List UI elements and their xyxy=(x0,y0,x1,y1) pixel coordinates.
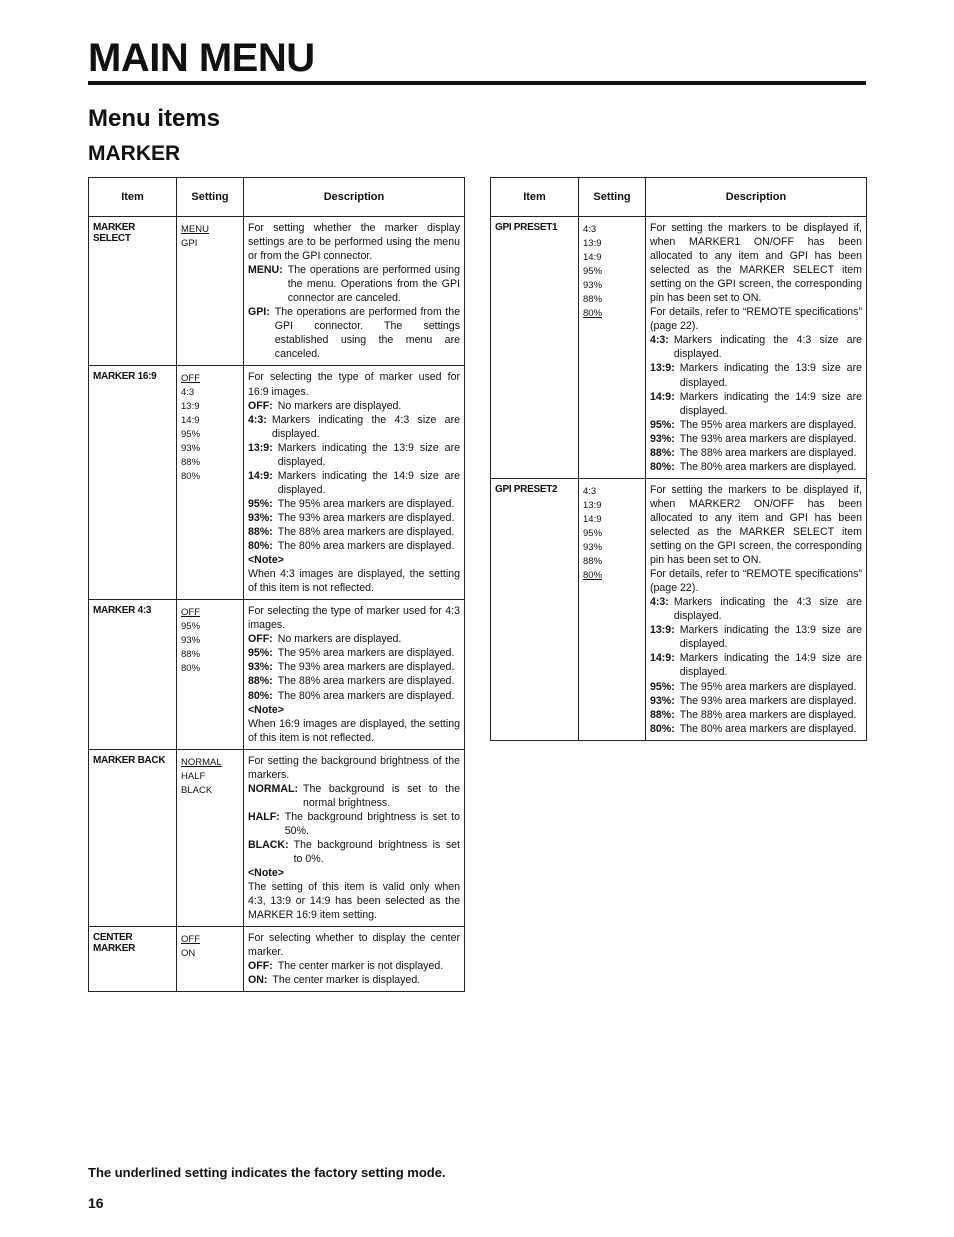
table-row xyxy=(491,217,867,479)
right-table-body xyxy=(491,217,867,741)
default-setting-option: NORMAL xyxy=(181,756,222,768)
definition-text: The 93% area markers are displayed. xyxy=(679,694,857,707)
definition-text: The center marker is displayed. xyxy=(272,974,421,987)
definition-entry xyxy=(650,708,862,722)
definition-entry xyxy=(248,973,460,987)
definition-text: The 80% area markers are displayed. xyxy=(277,540,455,553)
description-paragraph: For setting the markers to be displayed if, when MARKER1 ON/OFF has been allocated to any item and GPI has been selected as the MARKER SELECT item setting on the GPI screen, the corresponding pin has been set to ON. xyxy=(650,222,862,305)
definition-text: The 95% area markers are displayed. xyxy=(679,418,857,431)
item-name: MARKER 16:9 xyxy=(89,366,177,600)
definition-text: The 93% area markers are displayed. xyxy=(277,661,455,674)
default-setting-option: 80% xyxy=(583,569,603,581)
definition-text: The 93% area markers are displayed. xyxy=(277,511,455,524)
definition-entry xyxy=(650,390,862,418)
table-header-row xyxy=(89,178,465,217)
definition-term: 80%: xyxy=(650,722,675,735)
setting-options xyxy=(177,600,244,749)
setting-options xyxy=(579,217,646,479)
definition-text: The 88% area markers are displayed. xyxy=(679,446,857,459)
title-rule xyxy=(88,81,866,85)
left-menu-table xyxy=(88,177,465,992)
definition-entry xyxy=(248,810,460,838)
definition-term: 88%: xyxy=(650,708,675,721)
setting-option: 4:3 xyxy=(181,387,195,399)
default-setting-option: OFF xyxy=(181,373,200,385)
table-row xyxy=(89,600,465,749)
table-row xyxy=(89,217,465,366)
definition-text: The 95% area markers are displayed. xyxy=(679,680,857,693)
description-paragraph: For setting whether the marker display settings are to be performed using the menu or from the GPI connector. xyxy=(248,222,460,263)
definition-entry xyxy=(248,399,460,413)
setting-options xyxy=(579,478,646,740)
setting-option: GPI xyxy=(181,238,198,249)
setting-option: 80% xyxy=(181,471,201,483)
definition-text: Markers indicating the 14:9 size are displayed. xyxy=(277,469,460,496)
item-name: GPI PRESET2 xyxy=(491,478,579,740)
definition-term: 4:3: xyxy=(248,413,267,426)
page-number: 16 xyxy=(88,1195,104,1211)
definition-text: The operations are performed using the menu. Operations from the GPI connector are canceled. xyxy=(287,264,460,305)
setting-option: 95% xyxy=(583,266,603,277)
page-subtitle: Menu items xyxy=(88,105,221,132)
definition-term: ON: xyxy=(248,974,268,987)
definition-entry xyxy=(650,361,862,389)
definition-text: Markers indicating the 13:9 size are displayed. xyxy=(277,441,460,468)
table-header-row xyxy=(491,178,867,217)
definition-term: 80%: xyxy=(248,689,273,702)
setting-option: 93% xyxy=(583,541,603,553)
definition-entry xyxy=(248,305,460,361)
description-paragraph: For details, refer to “REMOTE specifications” (page 22). xyxy=(650,306,862,333)
setting-option: 93% xyxy=(583,280,603,291)
definition-text: Markers indicating the 13:9 size are displayed. xyxy=(679,362,862,389)
definition-term: 13:9: xyxy=(248,441,273,454)
definition-entry xyxy=(248,660,460,674)
definition-term: OFF: xyxy=(248,633,273,646)
definition-entry xyxy=(248,413,460,441)
section-heading: MARKER xyxy=(88,142,181,165)
definition-text: The center marker is not displayed. xyxy=(277,960,444,973)
definition-term: 88%: xyxy=(248,675,273,688)
definition-term: GPI: xyxy=(248,306,270,319)
definition-term: HALF: xyxy=(248,810,280,823)
header-setting: Setting xyxy=(177,178,244,217)
definition-text: Markers indicating the 14:9 size are displayed. xyxy=(679,652,862,679)
setting-option: 4:3 xyxy=(583,485,597,497)
definition-text: Markers indicating the 4:3 size are displayed. xyxy=(673,334,862,361)
description-cell xyxy=(244,749,465,927)
definition-term: 80%: xyxy=(248,540,273,553)
definition-text: Markers indicating the 4:3 size are displayed. xyxy=(271,413,460,440)
definition-term: 13:9: xyxy=(650,624,675,637)
description-cell xyxy=(646,217,867,479)
definition-entry xyxy=(248,646,460,660)
definition-term: 95%: xyxy=(248,497,273,510)
definition-text: The 80% area markers are displayed. xyxy=(679,460,857,473)
setting-options xyxy=(177,217,244,366)
setting-option: 14:9 xyxy=(583,252,602,263)
setting-options xyxy=(177,927,244,992)
definition-text: No markers are displayed. xyxy=(277,633,402,646)
note-heading: <Note> xyxy=(248,554,284,567)
definition-text: The 80% area markers are displayed. xyxy=(679,722,857,735)
description-paragraph: For selecting the type of marker used for 4:3 images. xyxy=(248,605,460,632)
header-description: Description xyxy=(646,178,867,217)
definition-entry xyxy=(248,497,460,511)
definition-entry xyxy=(248,632,460,646)
setting-option: 80% xyxy=(181,663,201,675)
definition-entry xyxy=(248,838,460,866)
definition-entry xyxy=(248,674,460,688)
description-cell xyxy=(244,217,465,366)
header-item: Item xyxy=(491,178,579,217)
item-name: GPI PRESET1 xyxy=(491,217,579,479)
definition-term: 93%: xyxy=(650,694,675,707)
definition-text: The 80% area markers are displayed. xyxy=(277,689,455,702)
setting-option: BLACK xyxy=(181,784,213,796)
item-name: MARKER SELECT xyxy=(89,217,177,366)
definition-text: The background brightness is set to 0%. xyxy=(293,838,460,866)
definition-term: 80%: xyxy=(650,460,675,473)
setting-option: 13:9 xyxy=(583,238,602,249)
definition-term: 93%: xyxy=(650,432,675,445)
setting-options xyxy=(177,749,244,927)
setting-option: 95% xyxy=(181,429,201,441)
definition-text: The 93% area markers are displayed. xyxy=(679,432,857,445)
definition-text: The 95% area markers are displayed. xyxy=(277,497,455,510)
note-heading: <Note> xyxy=(248,703,284,716)
setting-option: 14:9 xyxy=(583,513,602,525)
table-row xyxy=(89,366,465,600)
definition-entry xyxy=(248,469,460,497)
definition-text: The 88% area markers are displayed. xyxy=(277,675,455,688)
definition-term: BLACK: xyxy=(248,838,289,851)
definition-term: 95%: xyxy=(650,680,675,693)
description-paragraph: For setting the background brightness of the markers. xyxy=(248,754,460,781)
definition-term: 95%: xyxy=(650,418,675,431)
description-cell xyxy=(244,600,465,749)
setting-option: 95% xyxy=(583,527,603,539)
description-paragraph: The setting of this item is valid only when 4:3, 13:9 or 14:9 has been selected as the MARKER 16:9 item setting. xyxy=(248,881,460,922)
definition-text: Markers indicating the 13:9 size are displayed. xyxy=(679,624,862,651)
definition-entry xyxy=(248,689,460,703)
definition-text: Markers indicating the 14:9 size are displayed. xyxy=(679,390,862,417)
definition-entry xyxy=(650,432,862,446)
definition-entry xyxy=(248,441,460,469)
definition-text: The 95% area markers are displayed. xyxy=(277,647,455,660)
setting-option: 13:9 xyxy=(583,499,602,511)
table-row xyxy=(89,749,465,927)
definition-term: OFF: xyxy=(248,399,273,412)
definition-entry xyxy=(650,722,862,736)
description-paragraph: For details, refer to “REMOTE specifications” (page 22). xyxy=(650,568,862,595)
table-row xyxy=(491,478,867,740)
default-setting-option: MENU xyxy=(181,224,209,235)
table-row xyxy=(89,927,465,992)
setting-option: 93% xyxy=(181,635,201,647)
description-cell xyxy=(244,366,465,600)
definition-text: The background brightness is set to 50%. xyxy=(284,810,460,837)
definition-term: 4:3: xyxy=(650,596,669,609)
setting-option: 88% xyxy=(181,649,201,661)
definition-entry xyxy=(650,680,862,694)
setting-option: 88% xyxy=(583,555,603,567)
setting-option: 88% xyxy=(583,294,603,305)
definition-entry xyxy=(650,333,862,361)
definition-text: The 88% area markers are displayed. xyxy=(277,525,455,538)
setting-option: 13:9 xyxy=(181,401,200,413)
setting-option: 14:9 xyxy=(181,415,200,427)
description-paragraph: When 4:3 images are displayed, the setting of this item is not reflected. xyxy=(248,568,460,595)
definition-entry xyxy=(650,595,862,623)
setting-option: HALF xyxy=(181,770,206,782)
factory-setting-note: The underlined setting indicates the factory setting mode. xyxy=(88,1165,446,1180)
page-title: MAIN MENU xyxy=(88,36,315,80)
definition-entry xyxy=(650,623,862,651)
definition-entry xyxy=(248,959,460,973)
definition-term: 13:9: xyxy=(650,362,675,375)
header-description: Description xyxy=(244,178,465,217)
header-item: Item xyxy=(89,178,177,217)
definition-term: MENU: xyxy=(248,264,283,277)
definition-entry xyxy=(650,460,862,474)
definition-entry xyxy=(248,263,460,305)
setting-option: 4:3 xyxy=(583,224,597,235)
definition-term: 14:9: xyxy=(650,652,675,665)
definition-term: 88%: xyxy=(248,525,273,538)
definition-text: Markers indicating the 4:3 size are displayed. xyxy=(673,596,862,623)
setting-option: ON xyxy=(181,948,196,960)
definition-text: The background is set to the normal brightness. xyxy=(303,782,460,809)
item-name: CENTER MARKER xyxy=(89,927,177,992)
description-cell xyxy=(646,478,867,740)
description-paragraph: For selecting whether to display the center marker. xyxy=(248,932,460,959)
definition-term: 93%: xyxy=(248,511,273,524)
setting-options xyxy=(177,366,244,600)
definition-entry xyxy=(650,418,862,432)
item-name: MARKER 4:3 xyxy=(89,600,177,749)
definition-term: 14:9: xyxy=(650,390,675,403)
definition-entry xyxy=(650,651,862,679)
right-menu-table xyxy=(490,177,867,741)
definition-term: 93%: xyxy=(248,661,273,674)
setting-option: 95% xyxy=(181,621,201,633)
description-paragraph: When 16:9 images are displayed, the setting of this item is not reflected. xyxy=(248,717,460,744)
definition-term: 95%: xyxy=(248,647,273,660)
definition-entry xyxy=(650,694,862,708)
definition-term: 14:9: xyxy=(248,469,273,482)
definition-term: 4:3: xyxy=(650,334,669,347)
default-setting-option: 80% xyxy=(583,308,603,319)
definition-text: The operations are performed from the GPI connector. The settings established using the menu are canceled. xyxy=(274,306,460,361)
definition-entry xyxy=(248,539,460,553)
description-paragraph: For selecting the type of marker used for 16:9 images. xyxy=(248,371,460,398)
definition-entry xyxy=(650,446,862,460)
setting-option: 93% xyxy=(181,443,201,455)
definition-entry xyxy=(248,511,460,525)
definition-term: NORMAL: xyxy=(248,782,299,795)
definition-text: The 88% area markers are displayed. xyxy=(679,708,857,721)
header-setting: Setting xyxy=(579,178,646,217)
default-setting-option: OFF xyxy=(181,934,200,946)
default-setting-option: OFF xyxy=(181,607,200,619)
definition-entry xyxy=(248,782,460,810)
description-paragraph: For setting the markers to be displayed if, when MARKER2 ON/OFF has been allocated to any item and GPI has been selected as the MARKER SELECT item setting on the GPI screen, the corresponding pin has been set to ON. xyxy=(650,483,862,567)
definition-term: 88%: xyxy=(650,446,675,459)
definition-term: OFF: xyxy=(248,960,273,973)
setting-option: 88% xyxy=(181,457,201,469)
description-cell xyxy=(244,927,465,992)
note-heading: <Note> xyxy=(248,867,284,880)
definition-text: No markers are displayed. xyxy=(277,399,402,412)
item-name: MARKER BACK xyxy=(89,749,177,927)
definition-entry xyxy=(248,525,460,539)
left-table-body xyxy=(89,217,465,992)
